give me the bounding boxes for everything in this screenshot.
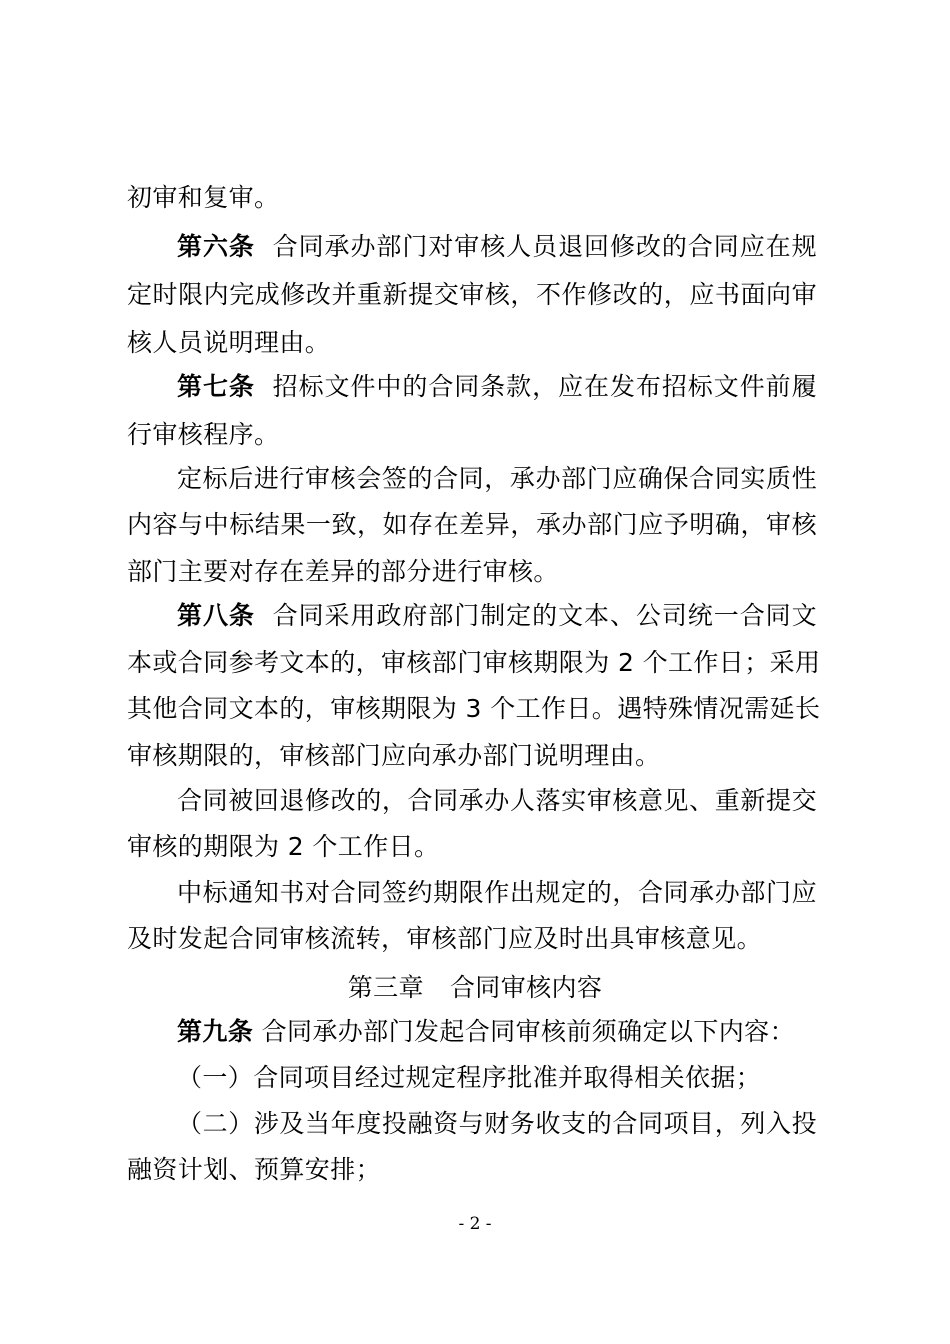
chapter-number: 第三章 xyxy=(347,973,424,1002)
article-label: 第七条 xyxy=(177,372,255,401)
line-text: 合同采用政府部门制定的文本、公司统一合同文 xyxy=(272,601,817,630)
line-text: 中标通知书对合同签约期限作出规定的，合同承办部门应 xyxy=(177,878,817,907)
line-text: 审核期限的，审核部门应向承办部门说明理由。 xyxy=(127,741,661,770)
article-label: 第九条 xyxy=(177,1017,254,1046)
line-text: 行审核程序。 xyxy=(127,420,280,449)
list-item xyxy=(177,1058,817,1098)
paragraph-line xyxy=(127,689,821,729)
article-label: 第八条 xyxy=(177,601,255,630)
article-7-line xyxy=(177,367,817,407)
paragraph-line xyxy=(127,1150,817,1190)
chapter-title: 合同审核内容 xyxy=(449,973,603,1002)
paragraph-line xyxy=(127,552,817,592)
line-text: （一）合同项目经过规定程序批准并取得相关依据； xyxy=(177,1063,762,1092)
article-9-line xyxy=(177,1012,817,1052)
line-text: 合同承办部门对审核人员退回修改的合同应在规 xyxy=(272,232,817,261)
line-text: 融资计划、预算安排； xyxy=(127,1155,382,1184)
line-text: （二）涉及当年度投融资与财务收支的合同项目，列入投 xyxy=(177,1109,817,1138)
line-text: 内容与中标结果一致，如存在差异，承办部门应予明确，审核 xyxy=(127,510,817,539)
line-text: 本或合同参考文本的，审核部门审核期限为 2 个工作日；采用 xyxy=(127,648,821,677)
paragraph-line xyxy=(127,178,817,218)
line-text: 部门主要对存在差异的部分进行审核。 xyxy=(127,557,559,586)
chapter-heading xyxy=(0,968,950,1008)
paragraph-line xyxy=(127,275,817,315)
paragraph-line xyxy=(127,505,817,545)
paragraph-line xyxy=(127,827,817,867)
line-text: 合同被回退修改的，合同承办人落实审核意见、重新提交 xyxy=(177,786,817,815)
line-text: 合同承办部门发起合同审核前须确定以下内容： xyxy=(261,1017,795,1046)
article-6-line xyxy=(177,227,817,267)
paragraph-line xyxy=(177,781,817,821)
article-8-line xyxy=(177,596,817,636)
page-number: - 2 - xyxy=(458,1214,492,1234)
line-text: 定时限内完成修改并重新提交审核，不作修改的，应书面向审 xyxy=(127,280,817,309)
paragraph-line xyxy=(127,643,821,683)
line-text: 核人员说明理由。 xyxy=(127,328,331,357)
paragraph-line xyxy=(127,415,817,455)
line-text: 其他合同文本的，审核期限为 3 个工作日。遇特殊情况需延长 xyxy=(127,694,821,723)
line-text: 审核的期限为 2 个工作日。 xyxy=(127,832,440,861)
paragraph-line xyxy=(127,736,817,776)
article-label: 第六条 xyxy=(177,232,255,261)
line-text: 初审和复审。 xyxy=(127,183,280,212)
paragraph-line xyxy=(177,873,817,913)
paragraph-line xyxy=(177,459,817,499)
list-item xyxy=(177,1104,817,1144)
line-text: 及时发起合同审核流转，审核部门应及时出具审核意见。 xyxy=(127,924,763,953)
paragraph-line xyxy=(127,919,817,959)
paragraph-line xyxy=(127,323,817,363)
line-text: 定标后进行审核会签的合同，承办部门应确保合同实质性 xyxy=(177,464,817,493)
line-text: 招标文件中的合同条款，应在发布招标文件前履 xyxy=(272,372,817,401)
